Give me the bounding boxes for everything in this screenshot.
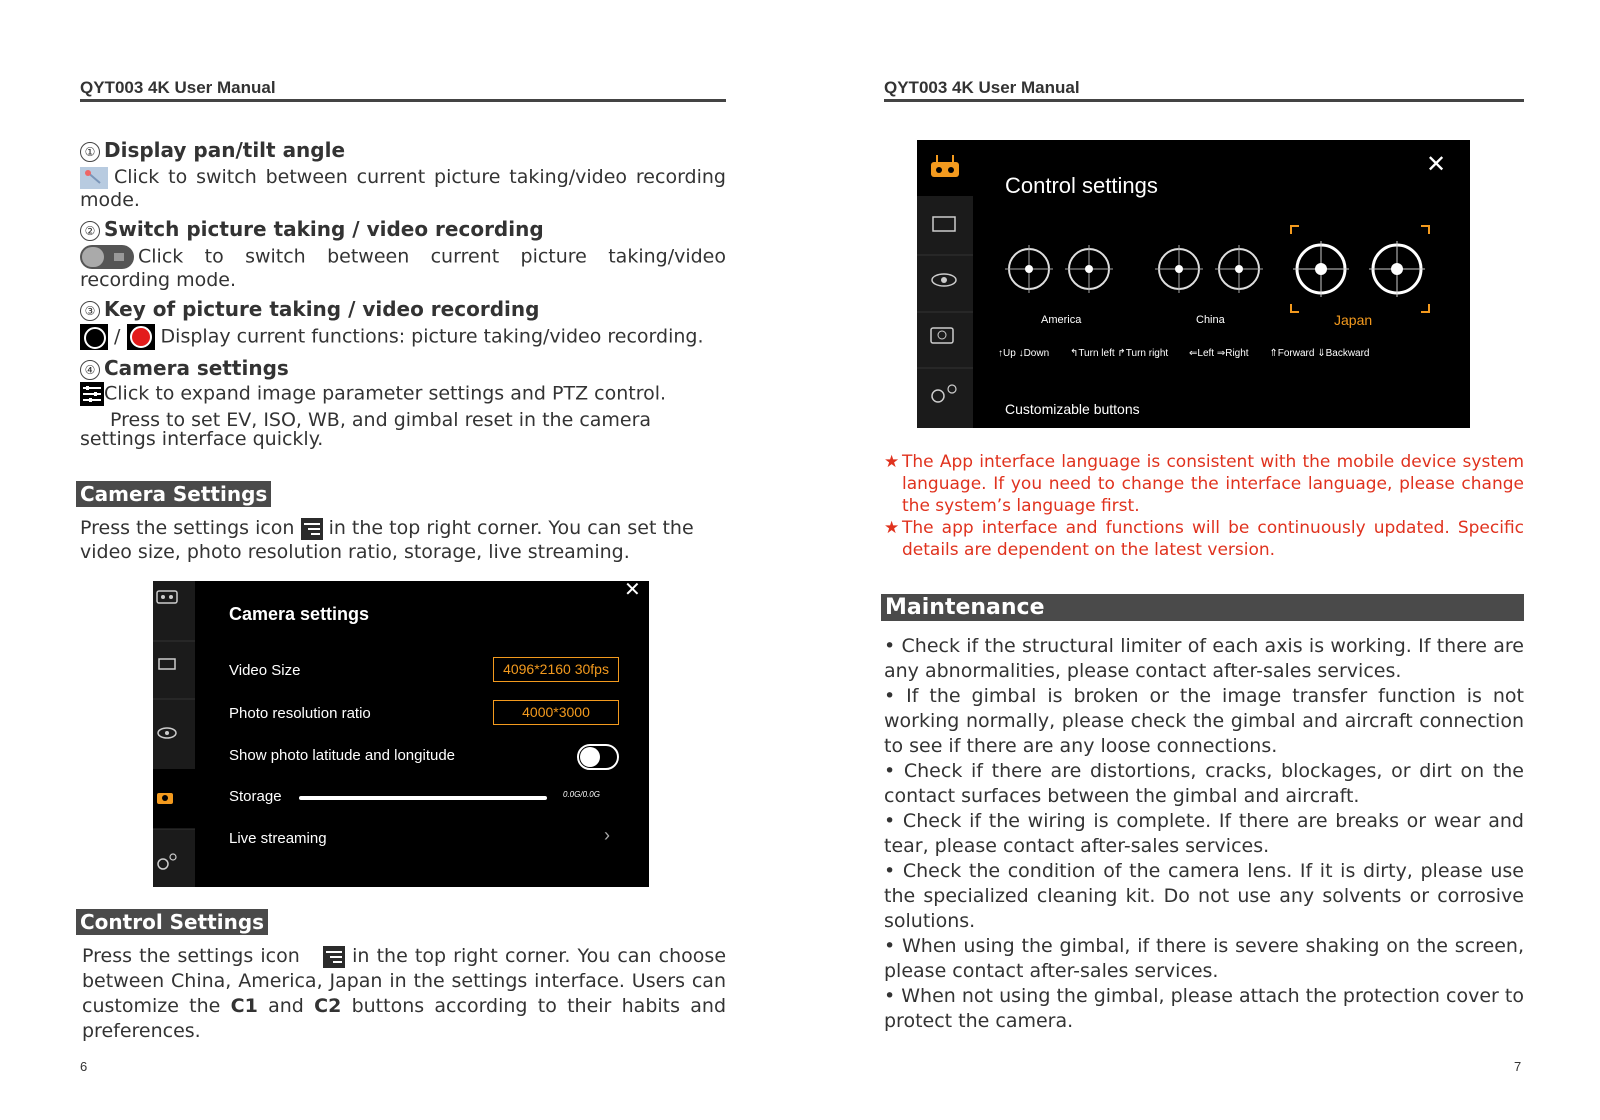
storage-value: 0.0G/0.0G (563, 790, 600, 799)
row-video-size-label: Video Size (229, 662, 301, 679)
gimbal-icon (159, 659, 175, 669)
controller-icon (157, 591, 177, 603)
row-photo-res-label: Photo resolution ratio (229, 705, 371, 722)
left-header-rule (80, 99, 726, 102)
gimbal-icon (933, 217, 955, 231)
menu-settings-icon (323, 946, 345, 968)
settings-sliders-icon (80, 382, 104, 406)
customizable-buttons-label[interactable]: Customizable buttons (1005, 401, 1140, 417)
note-2: ★ The app interface and functions will be continuously updated. Specific details are dependent on the latest version. (884, 518, 1524, 560)
joystick-japan-left-icon (1293, 241, 1349, 297)
left-page-number: 6 (80, 1059, 88, 1074)
joystick-china-right-icon (1215, 245, 1263, 293)
circled-number: ② (80, 221, 100, 241)
eye-icon (932, 274, 956, 286)
pan-tilt-icon (80, 167, 108, 189)
gear-icon (158, 854, 176, 869)
item4-body: Click to expand image parameter settings and PTZ control. (80, 382, 666, 406)
mode-china[interactable]: China (1196, 314, 1225, 326)
camera-settings-icon (931, 328, 953, 343)
circled-number: ④ (80, 360, 100, 380)
control-legend: ↑Up ↓Down ↰Turn left ↱Turn right ⇐Left ⇒Right ⇑Forward ⇓Backward (998, 348, 1370, 359)
eye-icon (158, 728, 176, 738)
record-button-icon (127, 324, 155, 350)
mode-japan[interactable]: Japan (1334, 312, 1373, 328)
item2-body: Click to switch between current picture taking/video recording mode. (80, 245, 726, 291)
row-storage-label: Storage (229, 788, 282, 805)
camera-settings-heading: Camera Settings (76, 481, 271, 507)
star-icon: ★ (884, 452, 900, 472)
joystick-america-left-icon (1005, 245, 1053, 293)
circled-number: ① (80, 142, 100, 162)
control-settings-text: Press the settings icon in the top right corner. You can choose between China, America, Japan in the settings interface. Users can customize the C1 and C2 buttons according to their habits and preferences. (82, 945, 727, 1042)
note-1: ★ The App interface language is consistent with the mobile device system language. If you need to change the interface language, please change the system’s language first. (884, 452, 1524, 516)
item3-body: / Display current functions: picture taking/video recording. (80, 324, 704, 350)
item2-title: ② Switch picture taking / video recording (80, 218, 544, 241)
item1-body: Click to switch between current picture taking/video recording mode. (80, 166, 726, 211)
menu-settings-icon (301, 518, 323, 540)
list-item: • Check if the wiring is complete. If there are breaks or wear and tear, please contact after-sales services. (884, 810, 1524, 857)
list-item: • When not using the gimbal, please attach the protection cover to protect the camera. (884, 985, 1524, 1032)
chevron-right-icon[interactable]: › (604, 825, 610, 845)
right-header-rule (884, 99, 1524, 102)
camera-settings-text: Press the settings icon in the top right corner. You can set the video size, photo resolution ratio, storage, live streaming. (80, 517, 694, 563)
left-page-header: QYT003 4K User Manual (80, 78, 276, 97)
photo-video-toggle-icon (80, 245, 134, 269)
camera-settings-screen (153, 581, 649, 887)
list-item: • Check if there are distortions, cracks, blockages, or dirt on the contact surfaces between the gimbal and aircraft. (884, 760, 1524, 807)
right-page-number: 7 (1514, 1059, 1522, 1074)
row-live-streaming-label[interactable]: Live streaming (229, 830, 327, 847)
row-lat-long-label: Show photo latitude and longitude (229, 747, 456, 764)
joystick-china-left-icon (1155, 245, 1203, 293)
circled-number: ③ (80, 301, 100, 321)
camera-settings-active-icon (157, 793, 173, 804)
list-item: • When using the gimbal, if there is severe shaking on the screen, please contact after-sales services. (884, 935, 1524, 982)
item4-title: ④ Camera settings (80, 357, 289, 380)
video-size-select[interactable]: 4096*2160 30fps (493, 657, 619, 682)
lat-long-toggle[interactable] (577, 744, 619, 770)
list-item: • Check the condition of the camera lens. If it is dirty, please use the specialized cleaning kit. Do not use any solvents or corrosive solutions. (884, 860, 1524, 932)
joystick-america-right-icon (1065, 245, 1113, 293)
right-page-header: QYT003 4K User Manual (884, 78, 1080, 97)
control-settings-heading: Control Settings (76, 909, 268, 935)
maintenance-list (884, 634, 1524, 1034)
close-icon[interactable]: ✕ (1426, 151, 1447, 178)
camera-screen-title: Camera settings (229, 604, 370, 624)
notes (884, 451, 1524, 561)
mode-america[interactable]: America (1041, 314, 1082, 326)
close-icon[interactable]: ✕ (624, 579, 641, 601)
control-screen-title: Control settings (1005, 173, 1158, 198)
item4-body2: Press to set EV, ISO, WB, and gimbal reset in the camera settings interface quickly. (80, 409, 652, 450)
joystick-japan-right-icon (1369, 241, 1425, 297)
photo-resolution-select[interactable]: 4000*3000 (493, 700, 619, 725)
item3-title: ③ Key of picture taking / video recording (80, 298, 539, 321)
star-icon: ★ (884, 518, 900, 538)
item1-title: ① Display pan/tilt angle (80, 139, 345, 162)
maintenance-heading: Maintenance (885, 595, 1045, 620)
control-settings-screen (917, 140, 1470, 428)
list-item: • If the gimbal is broken or the image transfer function is not working normally, please check the gimbal and aircraft connection to see if there are any loose connections. (884, 685, 1524, 757)
storage-bar (299, 796, 547, 800)
gear-icon (932, 385, 956, 402)
list-item: • Check if the structural limiter of each axis is working. If there are any abnormalities, please contact after-sales services. (884, 635, 1524, 682)
photo-shutter-icon (80, 324, 108, 350)
